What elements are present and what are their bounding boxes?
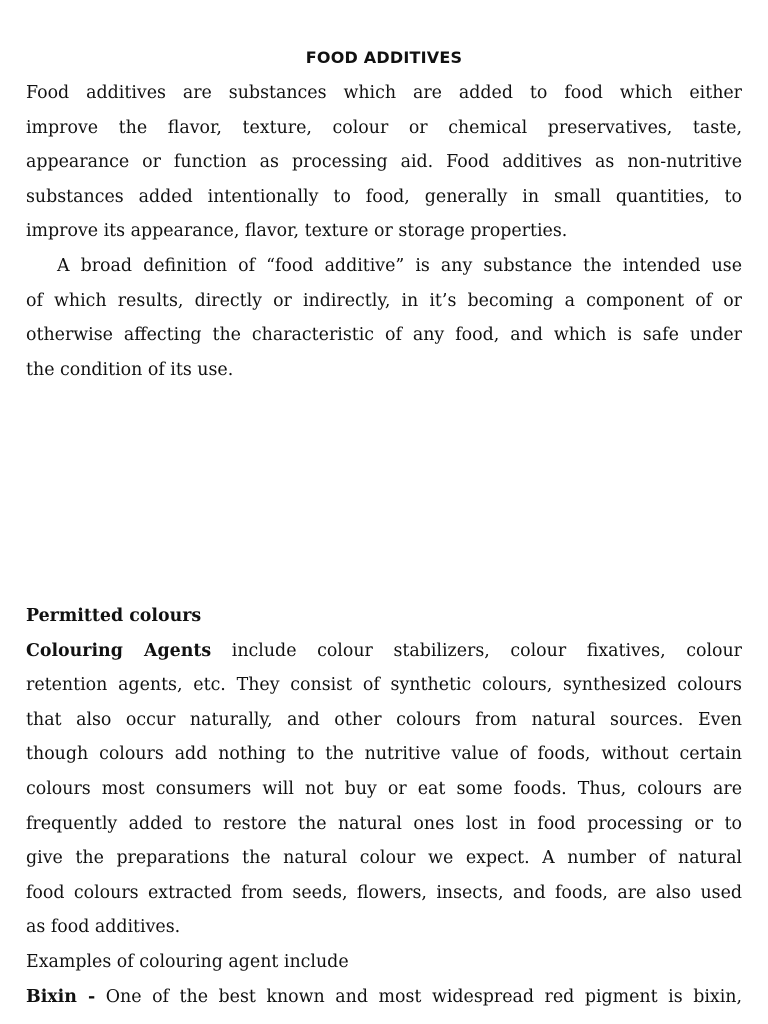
intro-paragraph-line: substances added intentionally to food, generally in small quantities, to xyxy=(26,186,742,207)
intro-paragraph-line: improve its appearance, flavor, texture or storage properties. xyxy=(26,221,568,242)
colouring-paragraph-line: as food additives. xyxy=(26,917,181,938)
definition-paragraph-line: the condition of its use. xyxy=(26,359,234,380)
colouring-paragraph-line: that also occur naturally, and other colours from natural sources. Even xyxy=(26,709,742,730)
colouring-paragraph-line: frequently added to restore the natural ones lost in food processing or to xyxy=(26,813,742,834)
examples-intro: Examples of colouring agent include xyxy=(26,951,349,972)
intro-paragraph-line: improve the flavor, texture, colour or chemical preservatives, taste, xyxy=(26,117,742,138)
section-heading xyxy=(26,599,742,634)
colouring-agents-line xyxy=(26,634,742,669)
bixin-term: Bixin - xyxy=(26,986,96,1007)
bixin-rest: One of the best known and most widespread red pigment is bixin, xyxy=(95,986,742,1007)
document-title: FOOD ADDITIVES xyxy=(305,48,463,67)
definition-paragraph-line: of which results, directly or indirectly, in it’s becoming a component of or xyxy=(26,290,742,311)
intro-section xyxy=(26,76,742,387)
intro-paragraph-line: appearance or function as processing aid. Food additives as non-nutritive xyxy=(26,152,742,173)
colouring-paragraph-line: food colours extracted from seeds, flowers, insects, and foods, are also used xyxy=(26,882,742,903)
intro-paragraph-line: Food additives are substances which are added to food which either xyxy=(26,83,742,103)
permitted-colours-section xyxy=(26,599,742,1014)
section-heading-text: Permitted colours xyxy=(26,606,202,626)
colouring-paragraph-line: colours most consumers will not buy or eat some foods. Thus, colours are xyxy=(26,778,742,799)
colouring-paragraph-line: though colours add nothing to the nutritive value of foods, without certain xyxy=(26,744,742,765)
colouring-agents-rest: include colour stabilizers, colour fixatives, colour xyxy=(211,640,742,661)
definition-paragraph-line: A broad definition of “food additive” is any substance the intended use xyxy=(57,255,742,276)
colouring-agents-term: Colouring Agents xyxy=(26,640,212,661)
bixin-line xyxy=(26,980,742,1015)
colouring-paragraph-line: give the preparations the natural colour we expect. A number of natural xyxy=(26,848,742,869)
colouring-paragraph-line: retention agents, etc. They consist of synthetic colours, synthesized colours xyxy=(26,675,742,696)
definition-paragraph-line: otherwise affecting the characteristic of any food, and which is safe under xyxy=(26,325,742,346)
